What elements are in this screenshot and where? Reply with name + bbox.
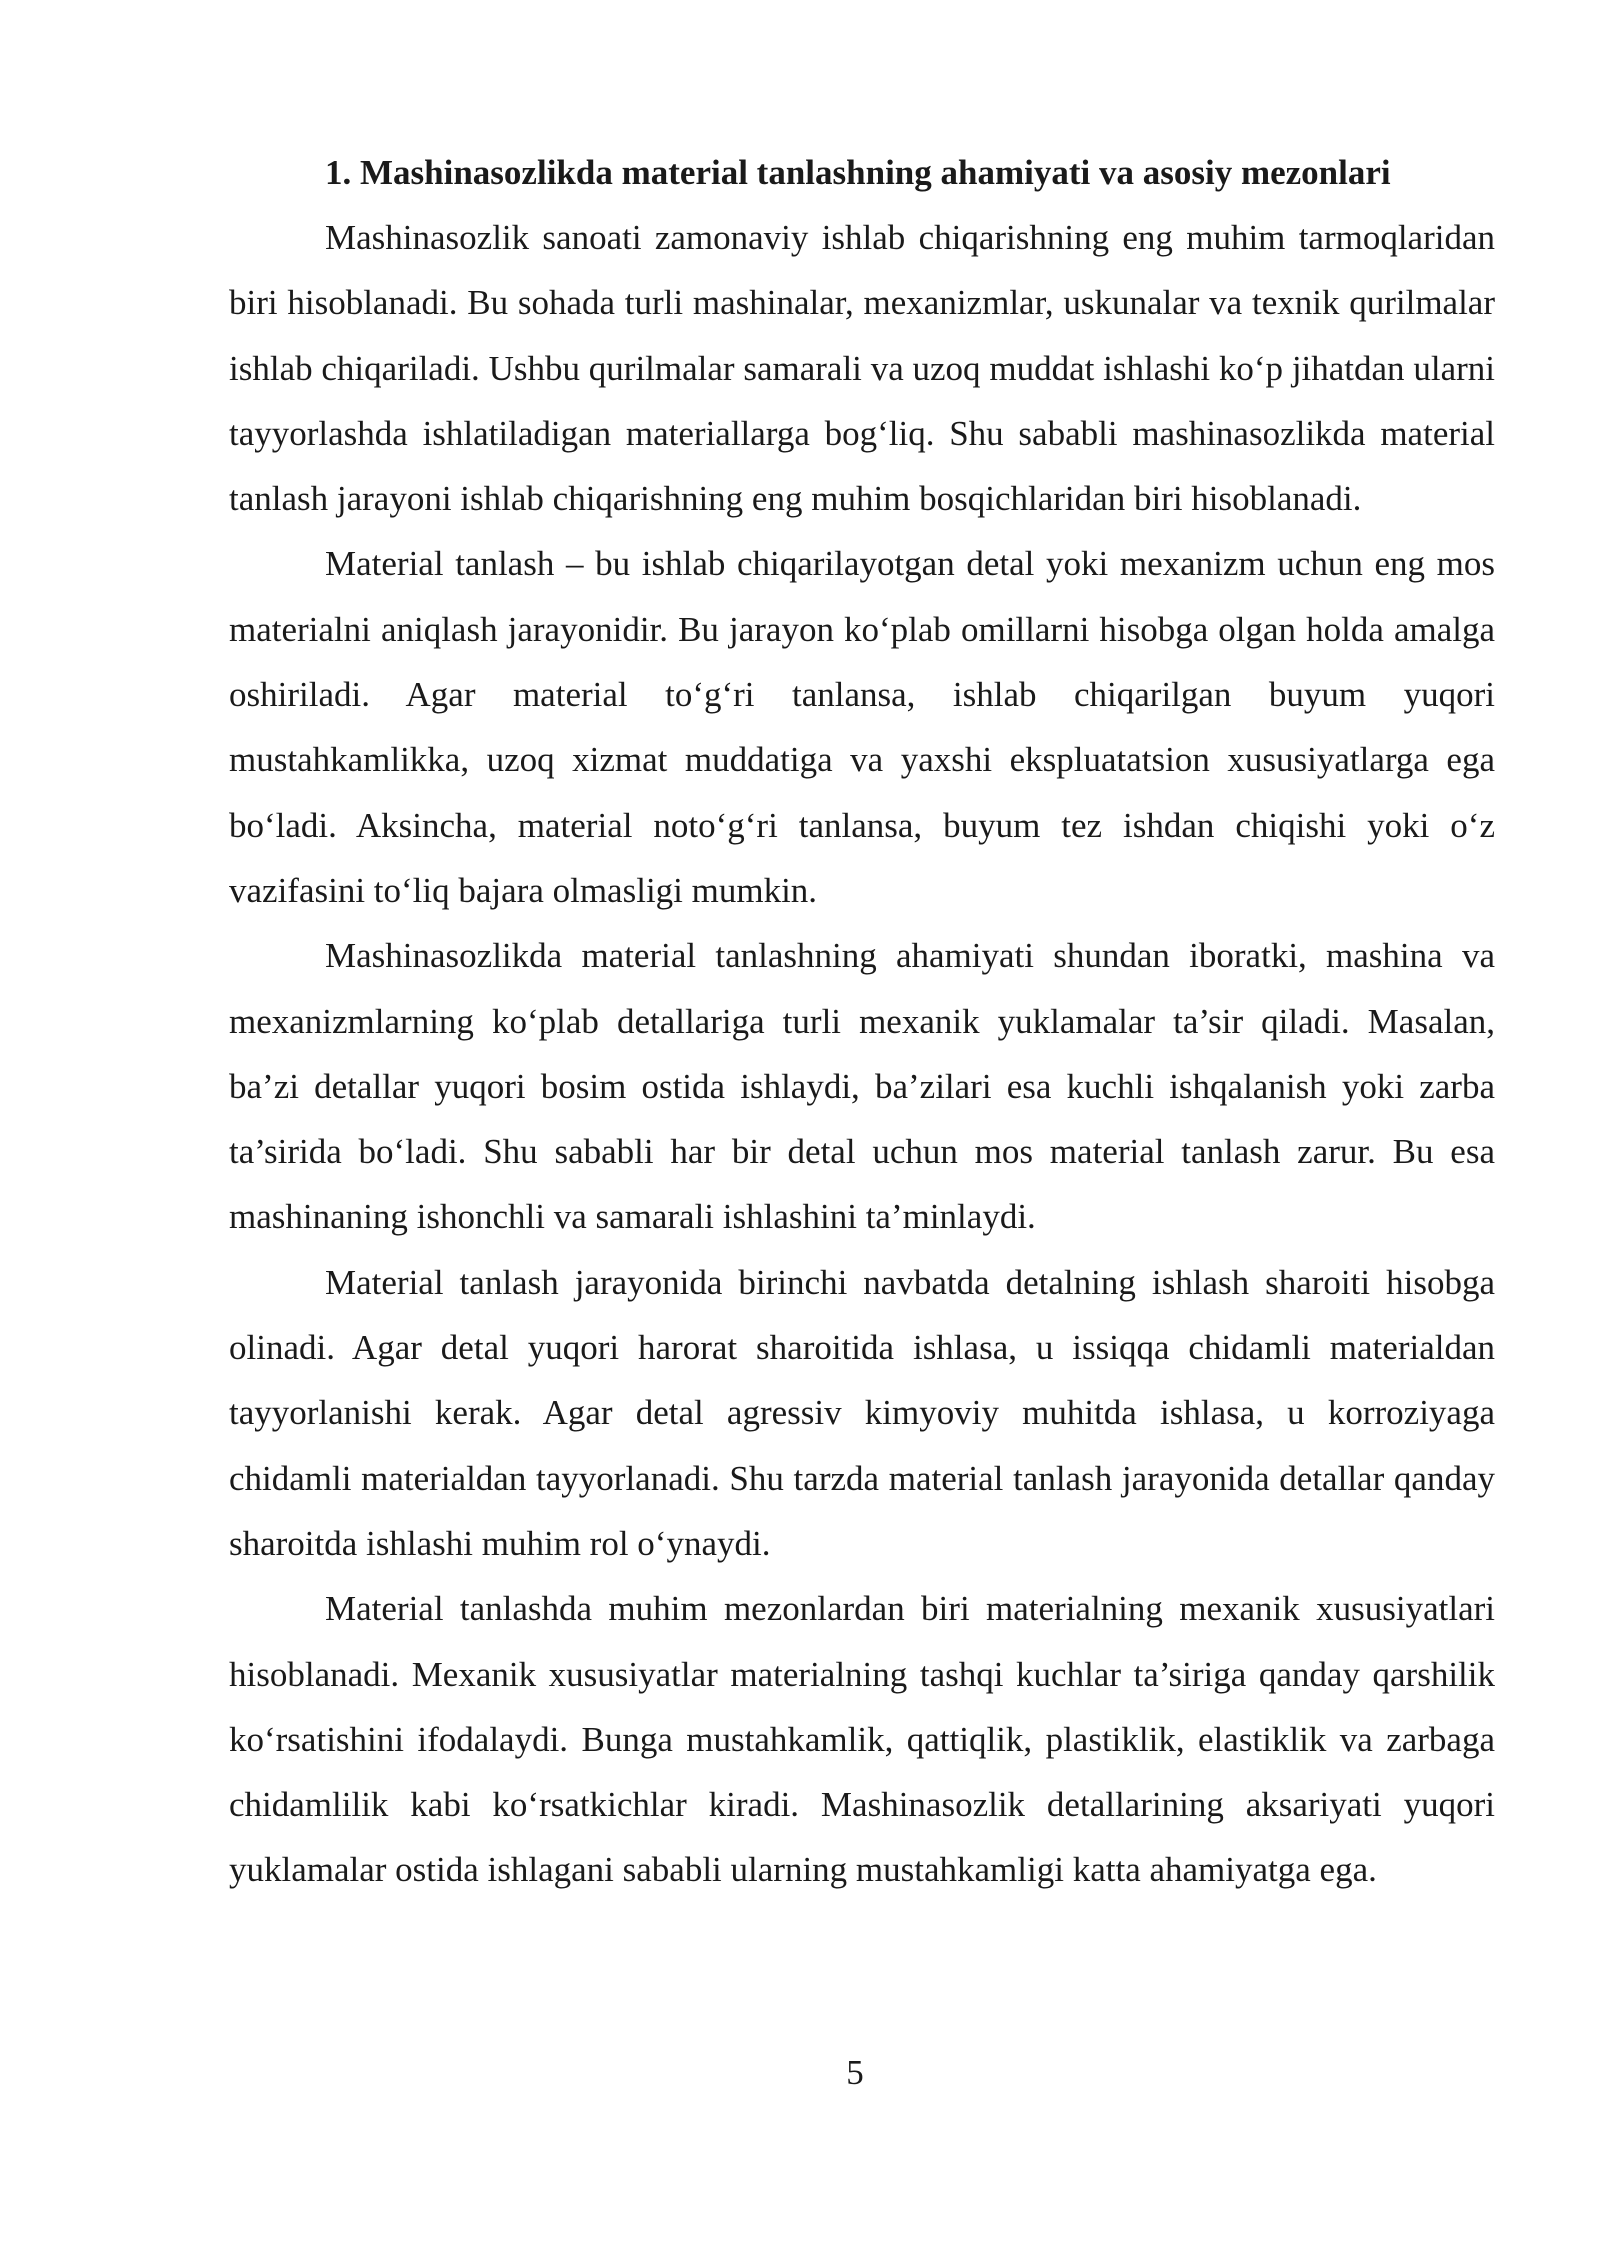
page-number: 5 [846, 2053, 864, 2092]
paragraph-3: Mashinasozlikda material tanlashning ahamiyati shundan iboratki, mashina va mexanizmlarning koʻplab detallariga turli mexanik yuklamalar ta’sir qiladi. Masalan, ba’zi detallar yuqori bosim ostida ishlaydi, ba’zilari esa kuchli ishqalanish yoki zarba ta’sirida boʻladi. Shu sababli har bir detal uchun mos material tanlash zarur. Bu esa mashinaning ishonchli va samarali ishlashini ta’minlaydi. [229, 936, 1495, 1237]
paragraph-2: Material tanlash – bu ishlab chiqarilayotgan detal yoki mexanizm uchun eng mos materialni aniqlash jarayonidir. Bu jarayon koʻplab omillarni hisobga olgan holda amalga oshiriladi. Agar material toʻgʻri tanlansa, ishlab chiqarilgan buyum yuqori mustahkamlikka, uzoq xizmat muddatiga va yaxshi ekspluatatsion xususiyatlarga ega boʻladi. Aksincha, material notoʻgʻri tanlansa, buyum tez ishdan chiqishi yoki oʻz vazifasini toʻliq bajara olmasligi mumkin. [229, 544, 1495, 910]
paragraph-4: Material tanlash jarayonida birinchi navbatda detalning ishlash sharoiti hisobga olinadi. Agar detal yuqori harorat sharoitida ishlasa, u issiqqa chidamli materialdan tayyorlanishi kerak. Agar detal agressiv kimyoviy muhitda ishlasa, u korroziyaga chidamli materialdan tayyorlanadi. Shu tarzda material tanlash jarayonida detallar qanday sharoitda ishlashi muhim rol oʻynaydi. [229, 1262, 1495, 1563]
document-page [229, 140, 1495, 1903]
paragraph-5: Material tanlashda muhim mezonlardan biri materialning mexanik xususiyatlari hisoblanadi. Mexanik xususiyatlar materialning tashqi kuchlar ta’siriga qanday qarshilik koʻrsatishini ifodalaydi. Bunga mustahkamlik, qattiqlik, plastiklik, elastiklik va zarbaga chidamlilik kabi koʻrsatkichlar kiradi. Mashinasozlik detallarining aksariyati yuqori yuklamalar ostida ishlagani sababli ularning mustahkamligi katta ahamiyatga ega. [229, 1589, 1495, 1890]
section-heading: 1. Mashinasozlikda material tanlashning ahamiyati va asosiy mezonlari [325, 153, 1391, 192]
paragraph-1: Mashinasozlik sanoati zamonaviy ishlab chiqarishning eng muhim tarmoqlaridan biri hisoblanadi. Bu sohada turli mashinalar, mexanizmlar, uskunalar va texnik qurilmalar ishlab chiqariladi. Ushbu qurilmalar samarali va uzoq muddat ishlashi koʻp jihatdan ularni tayyorlashda ishlatiladigan materiallarga bogʻliq. Shu sababli mashinasozlikda material tanlash jarayoni ishlab chiqarishning eng muhim bosqichlaridan biri hisoblanadi. [229, 218, 1495, 519]
